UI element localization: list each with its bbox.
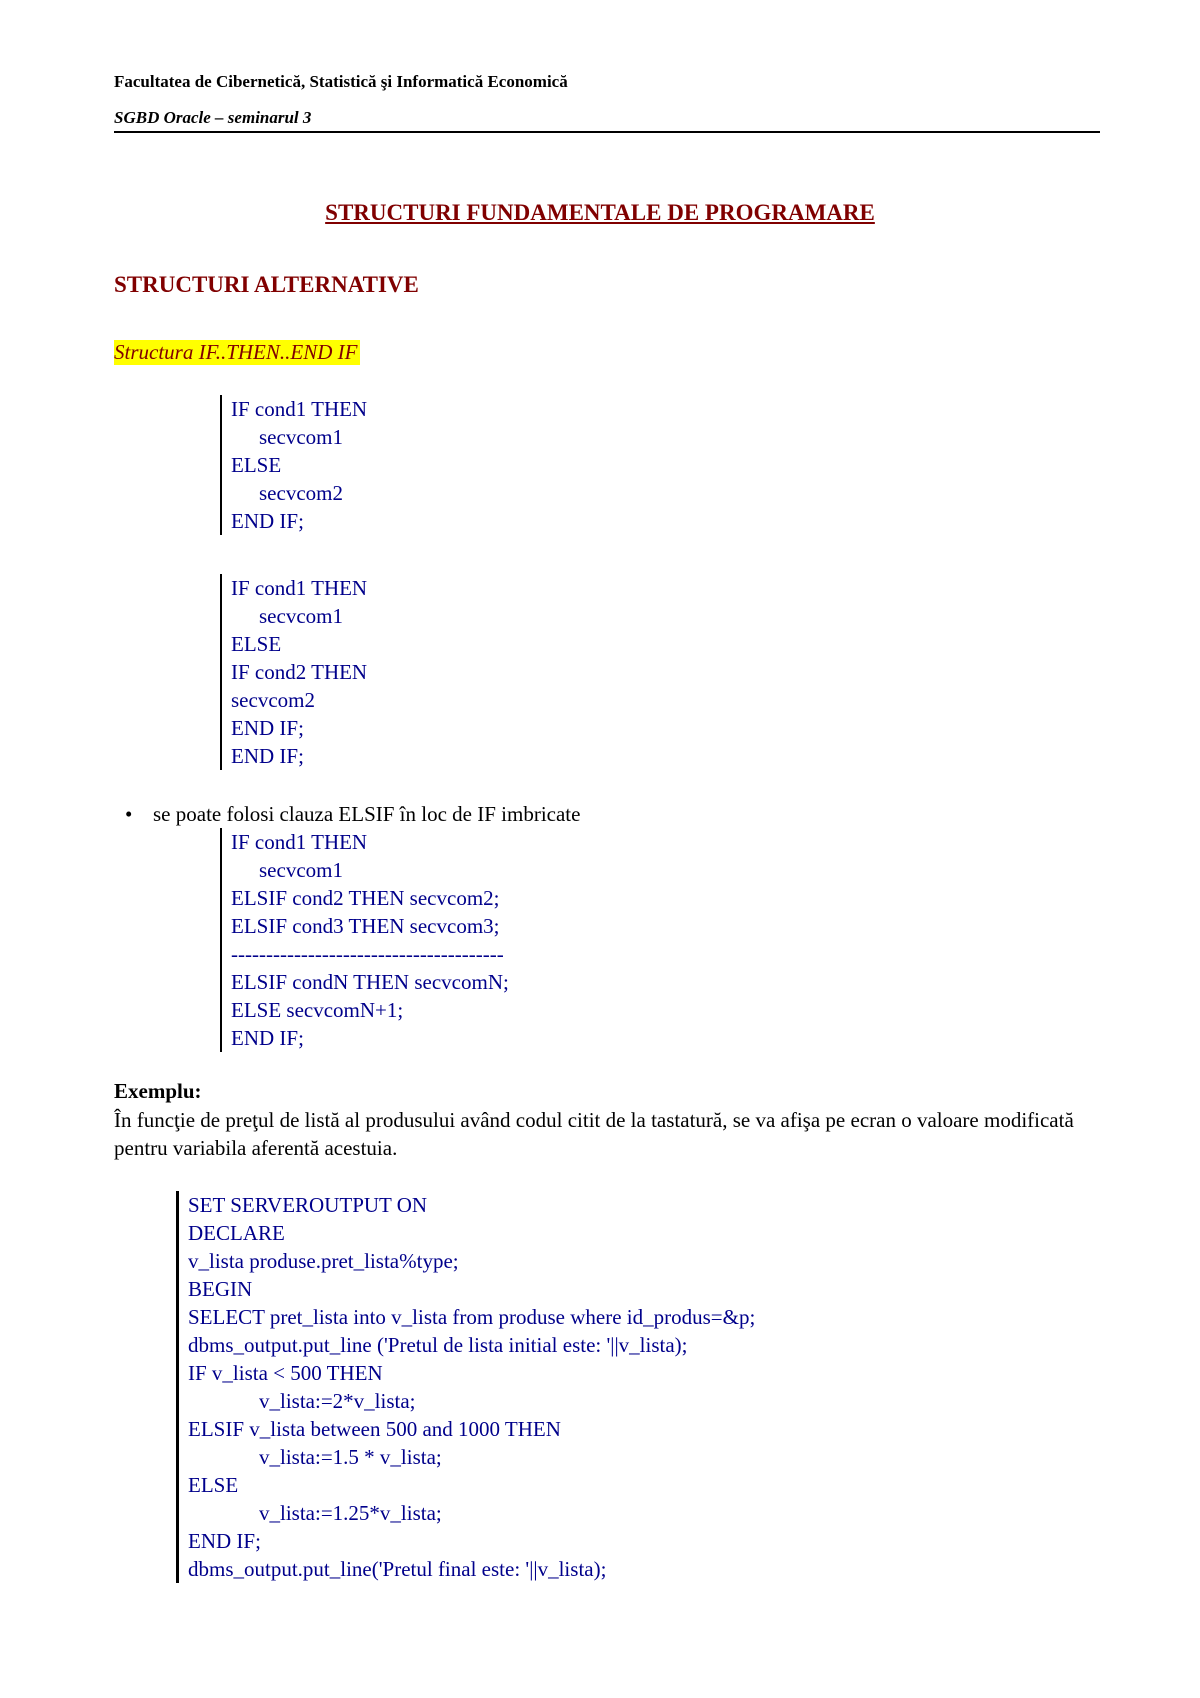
code-line: secvcom1 — [259, 604, 343, 628]
code-line: END IF; — [231, 744, 304, 768]
header-divider — [114, 131, 1100, 133]
section-title: STRUCTURI ALTERNATIVE — [114, 272, 419, 297]
code-line: SET SERVEROUTPUT ON — [188, 1193, 428, 1217]
structure-label-highlighted: Structura IF..THEN..END IF — [114, 340, 360, 365]
code-line: END IF; — [231, 716, 304, 740]
code-line: v_lista:=1.5 * v_lista; — [259, 1445, 442, 1469]
code-line: ELSIF condN THEN secvcomN; — [231, 970, 509, 994]
code-line: END IF; — [188, 1529, 261, 1553]
code-block-example-plsql — [176, 1191, 755, 1583]
code-line: BEGIN — [188, 1277, 253, 1301]
code-line: ELSE — [231, 453, 282, 477]
bullet-text: se poate folosi clauza ELSIF în loc de IF imbricate — [153, 802, 581, 826]
example-heading: Exemplu: — [114, 1079, 202, 1103]
code-line: --------------------------------------- — [231, 942, 504, 966]
code-line: ELSIF cond3 THEN secvcom3; — [231, 914, 500, 938]
code-line: ELSE — [231, 632, 282, 656]
code-line: ELSE secvcomN+1; — [231, 998, 404, 1022]
code-line: END IF; — [231, 509, 304, 533]
code-block-elsif — [220, 828, 509, 1052]
code-line: IF v_lista < 500 THEN — [188, 1361, 383, 1385]
code-line: v_lista:=2*v_lista; — [259, 1389, 416, 1413]
code-block-if-else — [220, 395, 367, 535]
code-line: IF cond1 THEN — [231, 397, 368, 421]
code-line: secvcom1 — [259, 425, 343, 449]
code-line: secvcom1 — [259, 858, 343, 882]
code-line: IF cond1 THEN — [231, 576, 368, 600]
code-line: SELECT pret_lista into v_lista from produse where id_produs=&p; — [188, 1305, 756, 1329]
code-line: ELSIF v_lista between 500 and 1000 THEN — [188, 1417, 561, 1441]
code-line: IF cond1 THEN — [231, 830, 368, 854]
code-line: ELSIF cond2 THEN secvcom2; — [231, 886, 500, 910]
code-line: ELSE — [188, 1473, 239, 1497]
code-line: secvcom2 — [259, 481, 343, 505]
code-line: IF cond2 THEN — [231, 660, 368, 684]
code-line: END IF; — [231, 1026, 304, 1050]
code-line: v_lista produse.pret_lista%type; — [188, 1249, 459, 1273]
code-line: secvcom2 — [231, 688, 315, 712]
bullet-item — [125, 800, 580, 828]
code-line: v_lista:=1.25*v_lista; — [259, 1501, 442, 1525]
code-block-nested-if — [220, 574, 367, 770]
code-line: DECLARE — [188, 1221, 285, 1245]
bullet-icon: • — [125, 802, 133, 826]
example-description: În funcţie de preţul de listă al produsului având codul citit de la tastatură, se va afişa pe ecran o valoare modificată pentru variabila aferentă acestuia. — [114, 1108, 1074, 1160]
code-line: dbms_output.put_line('Pretul final este: '||v_lista); — [188, 1557, 607, 1581]
document-title: STRUCTURI FUNDAMENTALE DE PROGRAMARE — [325, 200, 875, 225]
code-line: dbms_output.put_line ('Pretul de lista initial este: '||v_lista); — [188, 1333, 688, 1357]
header-faculty: Facultatea de Cibernetică, Statistică şi Informatică Economică — [114, 72, 568, 91]
header-course: SGBD Oracle – seminarul 3 — [114, 108, 312, 127]
